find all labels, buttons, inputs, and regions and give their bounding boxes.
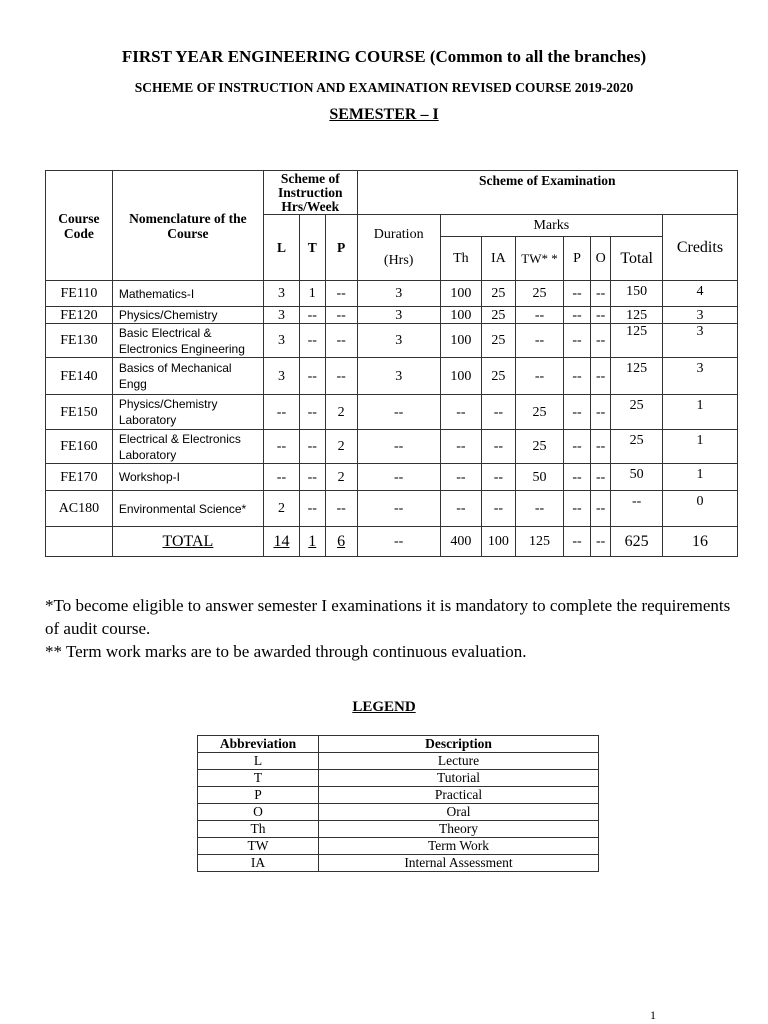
legend-row	[198, 838, 599, 855]
header-T: T	[299, 215, 325, 281]
course-code: FE160	[46, 430, 113, 464]
cell-credits: 3	[662, 358, 737, 395]
footnotes	[45, 594, 745, 663]
cell-o: --	[590, 324, 611, 358]
document-title: FIRST YEAR ENGINEERING COURSE (Common to all the branches)	[121, 47, 647, 66]
cell-duration: 3	[357, 324, 440, 358]
cell-th: --	[440, 464, 481, 491]
cell-tw: --	[515, 324, 563, 358]
cell-p: --	[325, 324, 357, 358]
cell-tw: 25	[515, 395, 563, 430]
header-p-exam: P	[564, 237, 591, 281]
header-marks: Marks	[440, 215, 662, 237]
course-name: Physics/Chemistry	[112, 307, 263, 324]
legend-abbr: TW	[198, 838, 319, 855]
legend-table	[197, 735, 599, 872]
header-nomenclature: Nomenclature of the Course	[112, 171, 263, 281]
cell-o: --	[590, 358, 611, 395]
legend-row	[198, 821, 599, 838]
cell-credits: 1	[662, 430, 737, 464]
cell-o: --	[590, 464, 611, 491]
legend-desc: Oral	[319, 804, 599, 821]
header-duration	[357, 215, 440, 281]
header-instruction: Scheme of Instruction Hrs/Week	[263, 171, 357, 215]
cell-l: 3	[263, 358, 299, 395]
legend-desc: Lecture	[319, 753, 599, 770]
cell-th: 100	[440, 358, 481, 395]
header-course-code: Course Code	[46, 171, 113, 281]
cell-ia: 25	[481, 358, 515, 395]
course-code: AC180	[46, 491, 113, 527]
course-name: Physics/Chemistry Laboratory	[112, 395, 263, 430]
cell-credits: 3	[662, 324, 737, 358]
cell-duration: 3	[357, 358, 440, 395]
cell-ia: --	[481, 491, 515, 527]
total-label-text: TOTAL	[162, 533, 214, 550]
total-label	[112, 527, 263, 557]
cell-th: 100	[440, 307, 481, 324]
cell-l: 3	[263, 307, 299, 324]
cell-duration: --	[357, 395, 440, 430]
cell-ia: 25	[481, 281, 515, 307]
cell-o: --	[590, 395, 611, 430]
legend-desc: Theory	[319, 821, 599, 838]
course-code: FE120	[46, 307, 113, 324]
cell-t: 1	[299, 281, 325, 307]
cell-th: --	[440, 430, 481, 464]
cell-duration: --	[357, 464, 440, 491]
cell-total: 150	[611, 281, 662, 307]
table-row	[46, 281, 738, 307]
cell-duration: --	[357, 491, 440, 527]
total-credits: 16	[662, 527, 737, 557]
total-t-text: 1	[308, 533, 317, 550]
legend-row	[198, 804, 599, 821]
cell-tw: --	[515, 491, 563, 527]
header-th: Th	[440, 237, 481, 281]
header-P: P	[325, 215, 357, 281]
duration-label: Duration	[373, 226, 424, 242]
legend-desc: Practical	[319, 787, 599, 804]
cell-l: --	[263, 464, 299, 491]
course-name: Mathematics-I	[112, 281, 263, 307]
header-ia: IA	[481, 237, 515, 281]
total-o: --	[590, 527, 611, 557]
cell-p-exam: --	[564, 307, 591, 324]
cell-p-exam: --	[564, 358, 591, 395]
legend-abbr: P	[198, 787, 319, 804]
cell-l: --	[263, 395, 299, 430]
total-duration: --	[357, 527, 440, 557]
legend-row	[198, 753, 599, 770]
legend-header-desc: Description	[319, 736, 599, 753]
table-row	[46, 324, 738, 358]
total-marks: 625	[611, 527, 662, 557]
course-name: Basic Electrical & Electronics Engineering	[112, 324, 263, 358]
cell-p: --	[325, 358, 357, 395]
page-number: 1	[650, 1008, 656, 1022]
cell-p-exam: --	[564, 464, 591, 491]
course-code: FE170	[46, 464, 113, 491]
cell-tw: --	[515, 358, 563, 395]
cell-o: --	[590, 430, 611, 464]
header-total: Total	[611, 237, 662, 281]
cell-t: --	[299, 491, 325, 527]
table-row	[46, 491, 738, 527]
cell-l: --	[263, 430, 299, 464]
cell-p: --	[325, 491, 357, 527]
cell-p: --	[325, 307, 357, 324]
legend-abbr: O	[198, 804, 319, 821]
cell-l: 3	[263, 324, 299, 358]
table-row	[46, 358, 738, 395]
cell-ia: --	[481, 430, 515, 464]
total-blank	[46, 527, 113, 557]
footnote-term-work: ** Term work marks are to be awarded through continuous evaluation.	[45, 642, 527, 661]
total-p	[325, 527, 357, 557]
course-name: Basics of Mechanical Engg	[112, 358, 263, 395]
total-p-exam: --	[564, 527, 591, 557]
footnote-audit-course: *To become eligible to answer semester I examinations it is mandatory to complete the requirements of audit course.	[45, 596, 731, 638]
legend-desc: Tutorial	[319, 770, 599, 787]
cell-duration: 3	[357, 307, 440, 324]
legend-row	[198, 787, 599, 804]
cell-p-exam: --	[564, 491, 591, 527]
course-code: FE140	[46, 358, 113, 395]
legend-abbr: T	[198, 770, 319, 787]
cell-ia: 25	[481, 324, 515, 358]
legend-abbr: Th	[198, 821, 319, 838]
total-p-text: 6	[337, 533, 346, 550]
cell-t: --	[299, 464, 325, 491]
cell-total: 125	[611, 307, 662, 324]
cell-t: --	[299, 395, 325, 430]
cell-duration: 3	[357, 281, 440, 307]
cell-tw: 25	[515, 430, 563, 464]
cell-tw: 50	[515, 464, 563, 491]
cell-credits: 3	[662, 307, 737, 324]
cell-ia: --	[481, 395, 515, 430]
cell-total: 25	[611, 395, 662, 430]
header-L: L	[263, 215, 299, 281]
duration-unit: (Hrs)	[383, 252, 414, 268]
cell-credits: 0	[662, 491, 737, 527]
document-subtitle: SCHEME OF INSTRUCTION AND EXAMINATION REVISED COURSE 2019-2020	[134, 80, 634, 95]
total-row	[46, 527, 738, 557]
cell-duration: --	[357, 430, 440, 464]
cell-total: 50	[611, 464, 662, 491]
cell-p-exam: --	[564, 324, 591, 358]
legend-desc: Term Work	[319, 838, 599, 855]
cell-l: 3	[263, 281, 299, 307]
course-code: FE150	[46, 395, 113, 430]
cell-t: --	[299, 324, 325, 358]
cell-p: --	[325, 281, 357, 307]
cell-credits: 4	[662, 281, 737, 307]
cell-p: 2	[325, 464, 357, 491]
cell-total: 125	[611, 358, 662, 395]
cell-p-exam: --	[564, 430, 591, 464]
legend-abbr: IA	[198, 855, 319, 872]
total-ia: 100	[481, 527, 515, 557]
table-row	[46, 307, 738, 324]
cell-ia: --	[481, 464, 515, 491]
course-name: Workshop-I	[112, 464, 263, 491]
cell-l: 2	[263, 491, 299, 527]
header-examination: Scheme of Examination	[357, 171, 737, 215]
course-code: FE110	[46, 281, 113, 307]
cell-t: --	[299, 307, 325, 324]
table-row	[46, 430, 738, 464]
legend-header-abbr: Abbreviation	[198, 736, 319, 753]
header-o: O	[590, 237, 611, 281]
scheme-table	[45, 170, 738, 557]
cell-credits: 1	[662, 464, 737, 491]
cell-p-exam: --	[564, 281, 591, 307]
total-tw: 125	[515, 527, 563, 557]
cell-p: 2	[325, 395, 357, 430]
total-l-text: 14	[273, 533, 290, 550]
legend-title: LEGEND	[352, 699, 416, 715]
cell-total: 125	[611, 324, 662, 358]
course-name: Environmental Science*	[112, 491, 263, 527]
legend-abbr: L	[198, 753, 319, 770]
course-code: FE130	[46, 324, 113, 358]
semester-heading: SEMESTER – I	[329, 106, 439, 123]
cell-p: 2	[325, 430, 357, 464]
table-row	[46, 464, 738, 491]
header-tw: TW* *	[515, 237, 563, 281]
cell-t: --	[299, 430, 325, 464]
table-row	[46, 395, 738, 430]
legend-row	[198, 770, 599, 787]
header-credits: Credits	[662, 215, 737, 281]
cell-th: --	[440, 491, 481, 527]
cell-th: 100	[440, 281, 481, 307]
cell-o: --	[590, 491, 611, 527]
cell-total: --	[611, 491, 662, 527]
total-th: 400	[440, 527, 481, 557]
cell-total: 25	[611, 430, 662, 464]
cell-tw: --	[515, 307, 563, 324]
legend-row	[198, 855, 599, 872]
cell-tw: 25	[515, 281, 563, 307]
cell-th: 100	[440, 324, 481, 358]
cell-o: --	[590, 307, 611, 324]
course-name: Electrical & Electronics Laboratory	[112, 430, 263, 464]
total-t	[299, 527, 325, 557]
legend-desc: Internal Assessment	[319, 855, 599, 872]
total-l	[263, 527, 299, 557]
cell-p-exam: --	[564, 395, 591, 430]
cell-o: --	[590, 281, 611, 307]
cell-th: --	[440, 395, 481, 430]
cell-ia: 25	[481, 307, 515, 324]
cell-credits: 1	[662, 395, 737, 430]
cell-t: --	[299, 358, 325, 395]
